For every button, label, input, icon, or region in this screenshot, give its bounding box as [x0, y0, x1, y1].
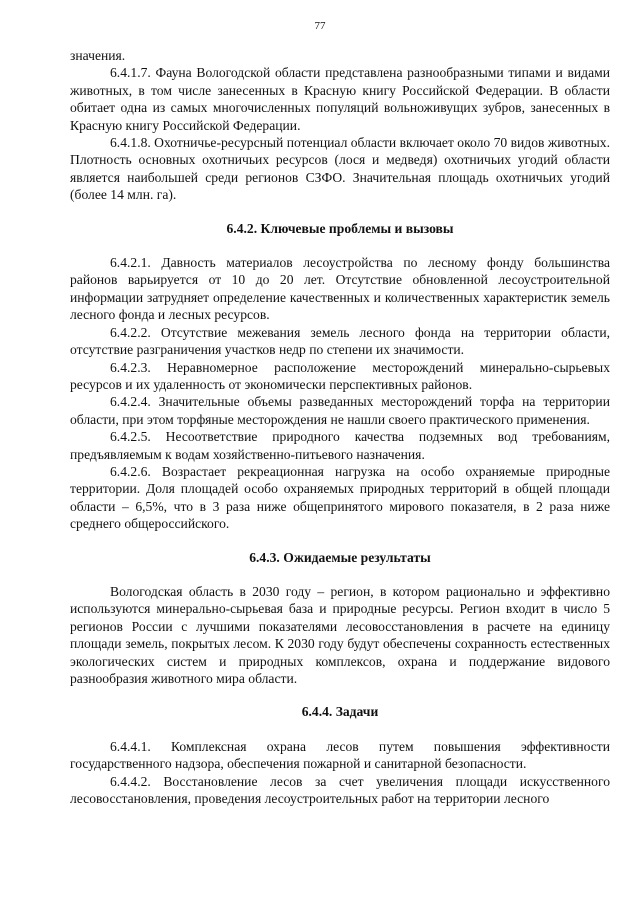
paragraph-6-4-1-8: 6.4.1.8. Охотничье-ресурсный потенциал области включает около 70 видов животных. Плотность основных охотничьих ресурсов (лося и медведя) охотничьих угодий области является наибольшей среди регионов СЗФО. Значительная площадь охотничьих угодий (более 14 млн. га). [70, 135, 610, 203]
spacer [70, 204, 610, 220]
intro-tail-text: значения. [70, 48, 126, 63]
spacer [70, 721, 610, 738]
spacer [70, 687, 610, 703]
paragraph-6-4-2-1: 6.4.2.1. Давность материалов лесоустройства по лесному фонду большинства районов варьируется от 10 до 20 лет. Отсутствие обновленной лесоустроительной информации затрудняет определение качественных и количественных характеристик земель лесного фонда и лесных ресурсов. [70, 255, 610, 323]
heading-6-4-3: 6.4.3. Ожидаемые результаты [249, 549, 431, 565]
heading-6-4-4: 6.4.4. Задачи [301, 704, 379, 720]
spacer [70, 566, 610, 583]
page-content [70, 47, 610, 807]
paragraph-6-4-2-6: 6.4.2.6. Возрастает рекреационная нагрузка на особо охраняемые природные территории. Доля площадей особо охраняемых природных территорий в общей площади области – 6,5%, что в 3 раза ниже общепринятого мирового показателя, в 2 раза ниже среднего общероссийского. [70, 463, 610, 532]
spacer [70, 237, 610, 254]
paragraph-6-4-3-text: Вологодская область в 2030 году – регион, в котором рационально и эффективно используются минерально-сырьевая база и природные ресурсы. Регион входит в число 5 регионов России с лучшими показателями лесовосстановления в расчете на единицу площади земель, покрытых лесом. К 2030 году будут обеспечены сохранность естественных экологических систем и природных комплексов, охрана и поддержание видового разнообразия животного мира области. [70, 583, 610, 686]
paragraph-6-4-4-1: 6.4.4.1. Комплексная охрана лесов путем повышения эффективности государственного надзора, обеспечения пожарной и санитарной безопасности. [70, 738, 610, 772]
paragraph-6-4-2-2: 6.4.2.2. Отсутствие межевания земель лесного фонда на территории области, отсутствие разграничения участков недр по степени их значимости. [70, 324, 610, 358]
paragraph-6-4-1-7: 6.4.1.7. Фауна Вологодской области представлена разнообразными типами и видами животных, в том числе занесенных в Красную книгу Российской Федерации. В области обитает одна из самых многочисленных популяций вольноживущих зубров, занесенных в Красную книгу Российской Федерации. [70, 65, 610, 133]
paragraph-6-4-4-2: 6.4.4.2. Восстановление лесов за счет увеличения площади искусственного лесовосстановления, проведения лесоустроительных работ на территории лесного [70, 773, 610, 807]
spacer [70, 533, 610, 549]
paragraph-6-4-2-4: 6.4.2.4. Значительные объемы разведанных месторождений торфа на территории области, при этом торфяные месторождения не нашли своего практического применения. [70, 394, 610, 427]
paragraph-6-4-2-5: 6.4.2.5. Несоответствие природного качества подземных вод требованиям, предъявляемым к водам хозяйственно-питьевого назначения. [70, 429, 610, 462]
page-number: 77 [314, 20, 326, 32]
heading-6-4-2: 6.4.2. Ключевые проблемы и вызовы [226, 220, 454, 236]
paragraph-6-4-2-3: 6.4.2.3. Неравномерное расположение месторождений минерально-сырьевых ресурсов и их удаленность от экономически перспективных районов. [70, 359, 610, 392]
